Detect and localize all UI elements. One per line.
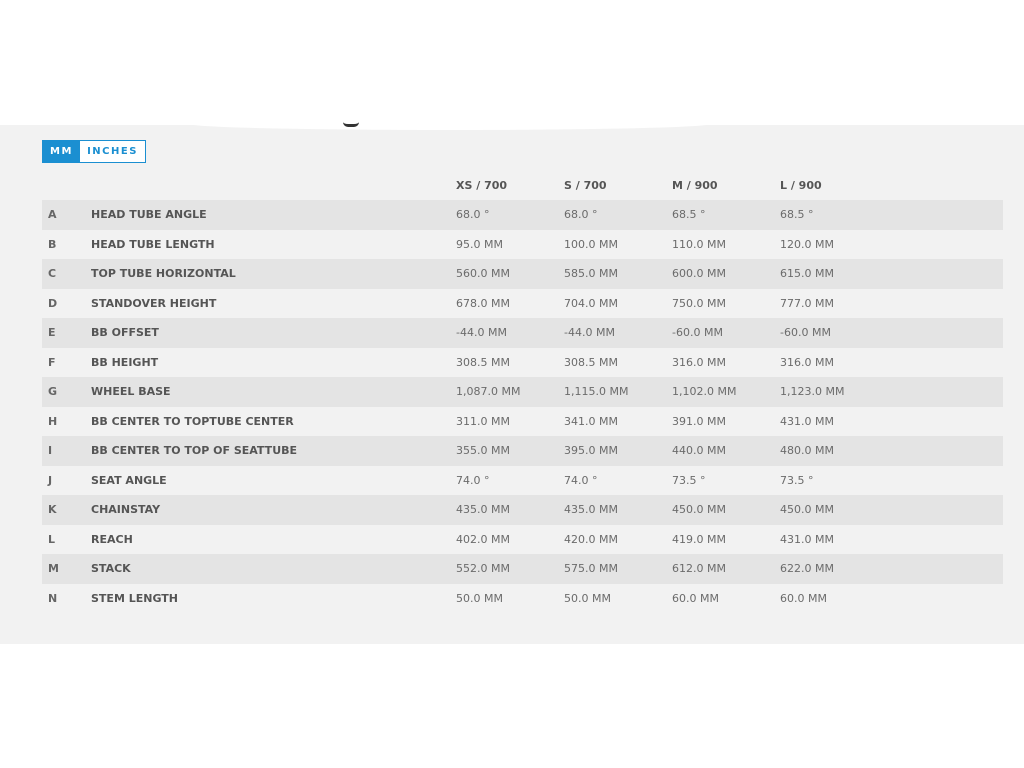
row-value: 316.0 MM bbox=[672, 348, 780, 378]
row-value: 1,123.0 MM bbox=[780, 377, 1003, 407]
row-value: 600.0 MM bbox=[672, 259, 780, 289]
row-value: 440.0 MM bbox=[672, 436, 780, 466]
size-header-m: M / 900 bbox=[672, 179, 718, 192]
table-row bbox=[42, 318, 1003, 348]
row-value: 402.0 MM bbox=[456, 525, 564, 555]
row-value: 110.0 MM bbox=[672, 230, 780, 260]
row-letter: I bbox=[42, 436, 91, 466]
header-letter bbox=[42, 171, 91, 200]
row-value: -60.0 MM bbox=[780, 318, 1003, 348]
row-value: 308.5 MM bbox=[564, 348, 672, 378]
row-letter: N bbox=[42, 584, 91, 614]
row-measure-name: BB CENTER TO TOP OF SEATTUBE bbox=[91, 436, 456, 466]
row-measure-name: STACK bbox=[91, 554, 456, 584]
row-letter: M bbox=[42, 554, 91, 584]
table-row bbox=[42, 200, 1003, 230]
row-value: 1,087.0 MM bbox=[456, 377, 564, 407]
row-value: 615.0 MM bbox=[780, 259, 1003, 289]
row-value: 341.0 MM bbox=[564, 407, 672, 437]
row-value: -60.0 MM bbox=[672, 318, 780, 348]
table-header-row bbox=[42, 171, 1003, 200]
size-header-xs: XS / 700 bbox=[456, 179, 508, 192]
table-row bbox=[42, 584, 1003, 614]
row-value: 308.5 MM bbox=[456, 348, 564, 378]
row-value: 435.0 MM bbox=[564, 495, 672, 525]
table-body bbox=[42, 200, 1003, 613]
size-header-l: L / 900 bbox=[780, 179, 822, 192]
row-value: 316.0 MM bbox=[780, 348, 1003, 378]
row-letter: B bbox=[42, 230, 91, 260]
row-value: 68.5 ° bbox=[672, 200, 780, 230]
header-measure bbox=[91, 171, 456, 200]
row-measure-name: TOP TUBE HORIZONTAL bbox=[91, 259, 456, 289]
row-value: 68.5 ° bbox=[780, 200, 1003, 230]
row-value: 777.0 MM bbox=[780, 289, 1003, 319]
row-value: 612.0 MM bbox=[672, 554, 780, 584]
row-value: 120.0 MM bbox=[780, 230, 1003, 260]
row-value: 585.0 MM bbox=[564, 259, 672, 289]
row-value: 50.0 MM bbox=[564, 584, 672, 614]
row-value: 435.0 MM bbox=[456, 495, 564, 525]
row-measure-name: BB CENTER TO TOPTUBE CENTER bbox=[91, 407, 456, 437]
row-measure-name: BB OFFSET bbox=[91, 318, 456, 348]
row-measure-name: BB HEIGHT bbox=[91, 348, 456, 378]
row-measure-name: STEM LENGTH bbox=[91, 584, 456, 614]
row-value: 95.0 MM bbox=[456, 230, 564, 260]
row-value: 552.0 MM bbox=[456, 554, 564, 584]
table-row bbox=[42, 466, 1003, 496]
row-letter: J bbox=[42, 466, 91, 496]
row-measure-name: CHAINSTAY bbox=[91, 495, 456, 525]
size-header-s: S / 700 bbox=[564, 179, 607, 192]
row-measure-name: WHEEL BASE bbox=[91, 377, 456, 407]
row-value: 60.0 MM bbox=[780, 584, 1003, 614]
table-row bbox=[42, 436, 1003, 466]
table-row bbox=[42, 525, 1003, 555]
row-measure-name: STANDOVER HEIGHT bbox=[91, 289, 456, 319]
table-row bbox=[42, 407, 1003, 437]
row-letter: E bbox=[42, 318, 91, 348]
row-value: 678.0 MM bbox=[456, 289, 564, 319]
table-row bbox=[42, 554, 1003, 584]
row-value: 73.5 ° bbox=[780, 466, 1003, 496]
table-row bbox=[42, 348, 1003, 378]
row-value: 480.0 MM bbox=[780, 436, 1003, 466]
row-value: 419.0 MM bbox=[672, 525, 780, 555]
row-value: 560.0 MM bbox=[456, 259, 564, 289]
row-value: 450.0 MM bbox=[672, 495, 780, 525]
row-value: 450.0 MM bbox=[780, 495, 1003, 525]
row-value: 395.0 MM bbox=[564, 436, 672, 466]
geometry-table bbox=[42, 171, 1003, 613]
row-value: 575.0 MM bbox=[564, 554, 672, 584]
row-value: 750.0 MM bbox=[672, 289, 780, 319]
table-row bbox=[42, 259, 1003, 289]
row-value: 60.0 MM bbox=[672, 584, 780, 614]
table-row bbox=[42, 495, 1003, 525]
row-value: 704.0 MM bbox=[564, 289, 672, 319]
row-value: 391.0 MM bbox=[672, 407, 780, 437]
row-measure-name: REACH bbox=[91, 525, 456, 555]
table-row bbox=[42, 377, 1003, 407]
header-image-edge bbox=[190, 118, 710, 130]
row-value: 311.0 MM bbox=[456, 407, 564, 437]
header-image-fragment bbox=[343, 122, 359, 127]
row-measure-name: HEAD TUBE ANGLE bbox=[91, 200, 456, 230]
row-value: -44.0 MM bbox=[456, 318, 564, 348]
row-letter: F bbox=[42, 348, 91, 378]
row-letter: K bbox=[42, 495, 91, 525]
row-value: 68.0 ° bbox=[456, 200, 564, 230]
row-letter: G bbox=[42, 377, 91, 407]
inches-unit-button[interactable]: INCHES bbox=[80, 141, 145, 162]
row-value: -44.0 MM bbox=[564, 318, 672, 348]
row-value: 355.0 MM bbox=[456, 436, 564, 466]
row-value: 1,102.0 MM bbox=[672, 377, 780, 407]
mm-unit-button[interactable]: MM bbox=[43, 141, 80, 162]
row-letter: A bbox=[42, 200, 91, 230]
table-row bbox=[42, 230, 1003, 260]
row-value: 431.0 MM bbox=[780, 407, 1003, 437]
unit-toggle bbox=[42, 140, 146, 163]
row-value: 73.5 ° bbox=[672, 466, 780, 496]
row-measure-name: SEAT ANGLE bbox=[91, 466, 456, 496]
row-value: 74.0 ° bbox=[456, 466, 564, 496]
row-letter: H bbox=[42, 407, 91, 437]
row-value: 50.0 MM bbox=[456, 584, 564, 614]
row-letter: C bbox=[42, 259, 91, 289]
row-value: 622.0 MM bbox=[780, 554, 1003, 584]
row-value: 100.0 MM bbox=[564, 230, 672, 260]
row-value: 74.0 ° bbox=[564, 466, 672, 496]
row-value: 431.0 MM bbox=[780, 525, 1003, 555]
row-value: 1,115.0 MM bbox=[564, 377, 672, 407]
row-value: 420.0 MM bbox=[564, 525, 672, 555]
row-letter: L bbox=[42, 525, 91, 555]
row-value: 68.0 ° bbox=[564, 200, 672, 230]
table-row bbox=[42, 289, 1003, 319]
row-measure-name: HEAD TUBE LENGTH bbox=[91, 230, 456, 260]
row-letter: D bbox=[42, 289, 91, 319]
